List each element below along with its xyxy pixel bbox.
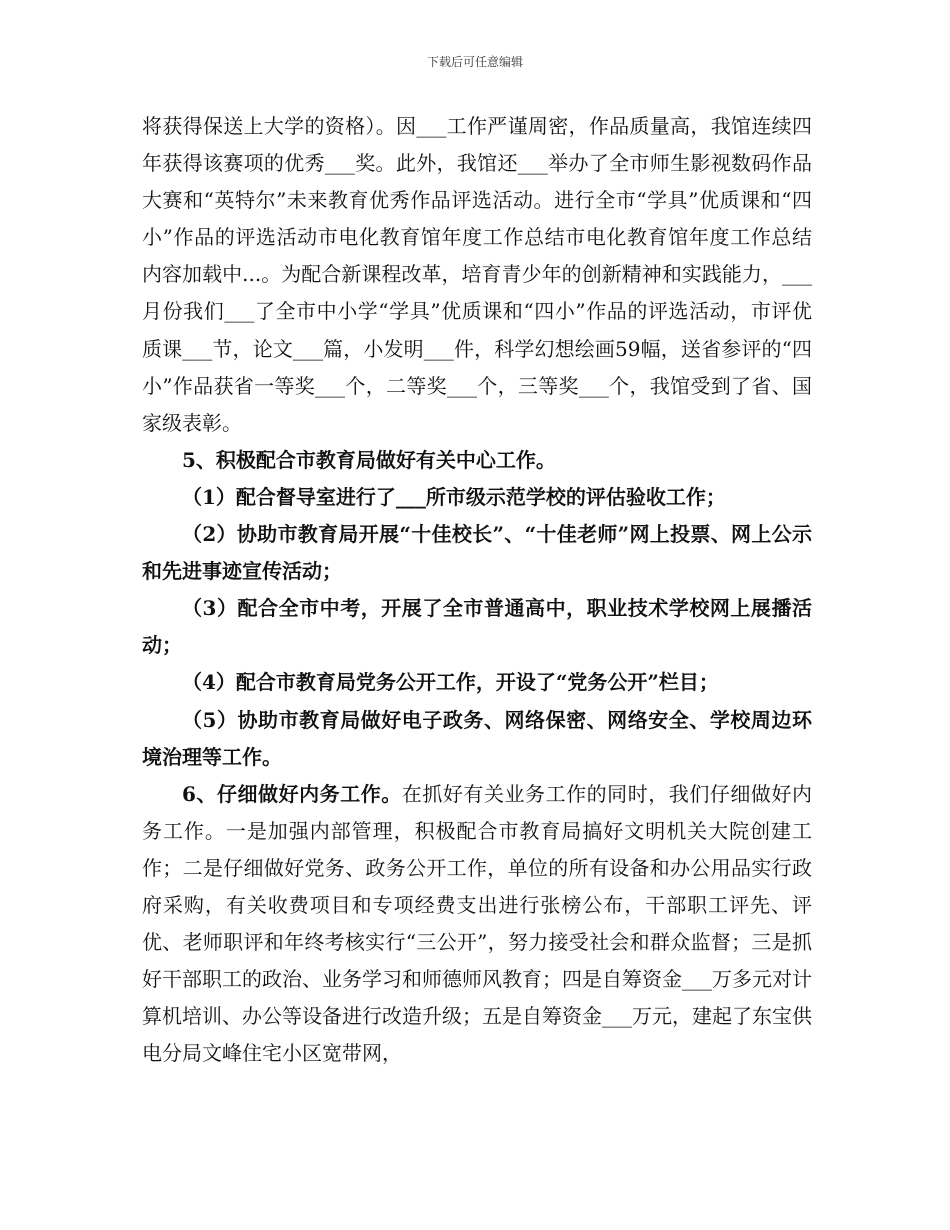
section-5-item-3: （3）配合全市中考，开展了全市普通高中，职业技术学校网上展播活动； <box>142 596 812 658</box>
section-5-item-2: （2）协助市教育局开展“十佳校长”、“十佳老师”网上投票、网上公示和先进事迹宣传活动； <box>142 522 812 584</box>
section-6-body: 在抓好有关业务工作的同时，我们仔细做好内务工作。一是加强内部管理，积极配合市教育局搞好文明机关大院创建工作；二是仔细做好党务、政务公开工作，单位的所有设备和办公用品实行政府采购，有关收费项目和专项经费支出进行张榜公布，干部职工评先、评优、老师职评和年终考核实行“三公开”，努力接受社会和群众监督；三是抓好干部职工的政治、业务学习和师德师风教育；四是自筹资金___万多元对计算机培训、办公等设备进行改造升级；五是自筹资金___万元，建起了东宝供电分局文峰住宅小区宽带网， <box>142 781 812 1066</box>
section-5-item-1: （1）配合督导室进行了___所市级示范学校的评估验收工作； <box>182 484 726 509</box>
paragraph-continuation: 将获得保送上大学的资格）。因___工作严谨周密，作品质量高，我馆连续四年获得该赛项的优秀___奖。此外，我馆还___举办了全市师生影视数码作品大赛和“英特尔”未来教育优秀作品评选活动。进行全市“学具”优质课和“四小”作品的评选活动市电化教育馆年度工作总结市电化教育馆年度工作总结内容加载中...。为配合新课程改革，培育青少年的创新精神和实践能力，___月份我们___了全市中小学“学具”优质课和“四小”作品的评选活动，市评优质课___节，论文___篇，小发明___件，科学幻想绘画59幅，送省参评的“四小”作品获省一等奖___个，二等奖___个，三等奖___个，我馆受到了省、国家级表彰。 <box>142 114 812 435</box>
section-5-item-4: （4）配合市教育局党务公开工作，开设了“党务公开”栏目； <box>182 670 719 695</box>
document-body <box>142 108 812 1072</box>
section-5-item-5: （5）协助市教育局做好电子政务、网络保密、网络安全、学校周边环境治理等工作。 <box>142 707 812 769</box>
section-5-heading: 5、积极配合市教育局做好有关中心工作。 <box>182 447 556 472</box>
section-6-paragraph <box>142 776 812 1073</box>
section-6-heading: 6、仔细做好内务工作。 <box>182 781 402 806</box>
page-header: 下载后可任意编辑 <box>426 55 523 69</box>
